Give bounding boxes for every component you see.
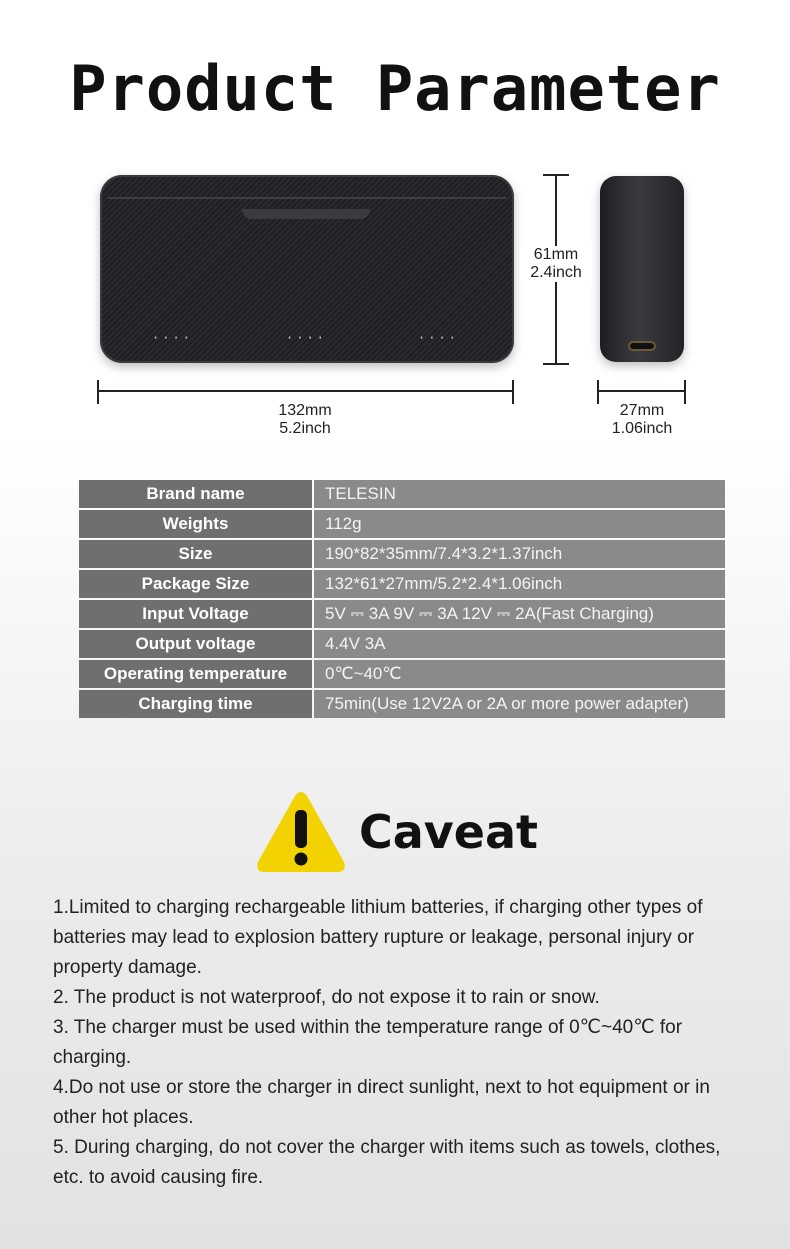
spec-row: [79, 510, 725, 538]
led-indicator-2: ····: [286, 331, 327, 345]
spec-row: [79, 660, 725, 688]
length-mm: 132mm: [278, 402, 332, 419]
depth-label: [597, 402, 687, 438]
spec-table: [79, 480, 725, 720]
usb-c-port: [628, 341, 656, 351]
height-mm: 61mm: [533, 246, 579, 263]
height-inch: 2.4inch: [530, 264, 582, 281]
depth-cap-right: [684, 380, 686, 404]
spec-value: 5V ⎓ 3A 9V ⎓ 3A 12V ⎓ 2A(Fast Charging): [314, 600, 725, 628]
depth-mm: 27mm: [619, 402, 665, 419]
spec-value: TELESIN: [314, 480, 725, 508]
spec-value: 112g: [314, 510, 725, 538]
spec-value: 132*61*27mm/5.2*2.4*1.06inch: [314, 570, 725, 598]
caveat-note-1: 1.Limited to charging rechargeable lithium batteries, if charging other types of batteries may lead to explosion battery rupture or leakage, personal injury or property damage.: [53, 897, 703, 978]
length-cap-right: [512, 380, 514, 404]
led-indicator-1: ····: [152, 331, 193, 345]
warning-triangle-icon: [255, 790, 347, 874]
caveat-note-4: 4.Do not use or store the charger in direct sunlight, next to hot equipment or in other hot places.: [53, 1077, 710, 1128]
caveat-note-3: 3. The charger must be used within the temperature range of 0℃~40℃ for charging.: [53, 1017, 683, 1068]
caveat-note-2: 2. The product is not waterproof, do not expose it to rain or snow.: [53, 987, 600, 1008]
spec-value: 75min(Use 12V2A or 2A or more power adapter): [314, 690, 725, 718]
height-cap-top: [543, 174, 569, 176]
spec-row: [79, 690, 725, 718]
spec-label: Output voltage: [79, 630, 312, 658]
spec-value: 190*82*35mm/7.4*3.2*1.37inch: [314, 540, 725, 568]
page-title: Product Parameter: [69, 52, 721, 125]
length-dimension-line: [98, 390, 514, 392]
charger-front-view: [100, 175, 514, 363]
length-cap-left: [97, 380, 99, 404]
spec-label: Operating temperature: [79, 660, 312, 688]
height-label: [520, 246, 592, 282]
spec-label: Package Size: [79, 570, 312, 598]
led-indicator-3: ····: [418, 331, 459, 345]
spec-row: [79, 600, 725, 628]
spec-label: Brand name: [79, 480, 312, 508]
spec-label: Input Voltage: [79, 600, 312, 628]
caveat-notes: [53, 893, 753, 1193]
length-inch: 5.2inch: [279, 420, 331, 437]
charger-side-view: [600, 176, 684, 362]
depth-inch: 1.06inch: [611, 420, 673, 437]
spec-label: Weights: [79, 510, 312, 538]
spec-label: Charging time: [79, 690, 312, 718]
depth-dimension-line: [598, 390, 686, 392]
spec-row: [79, 540, 725, 568]
spec-value: 4.4V 3A: [314, 630, 725, 658]
dimension-diagram: [0, 160, 790, 450]
height-cap-bottom: [543, 363, 569, 365]
length-label: [255, 402, 355, 438]
caveat-note-5: 5. During charging, do not cover the charger with items such as towels, clothes, etc. to avoid causing fire.: [53, 1137, 721, 1188]
lid-notch: [242, 209, 370, 219]
spec-row: [79, 630, 725, 658]
lid-seam: [108, 197, 506, 199]
spec-label: Size: [79, 540, 312, 568]
spec-row: [79, 480, 725, 508]
depth-cap-left: [597, 380, 599, 404]
spec-row: [79, 570, 725, 598]
caveat-title: Caveat: [359, 805, 539, 859]
caveat-header: [255, 790, 538, 874]
spec-value: 0℃~40℃: [314, 660, 725, 688]
